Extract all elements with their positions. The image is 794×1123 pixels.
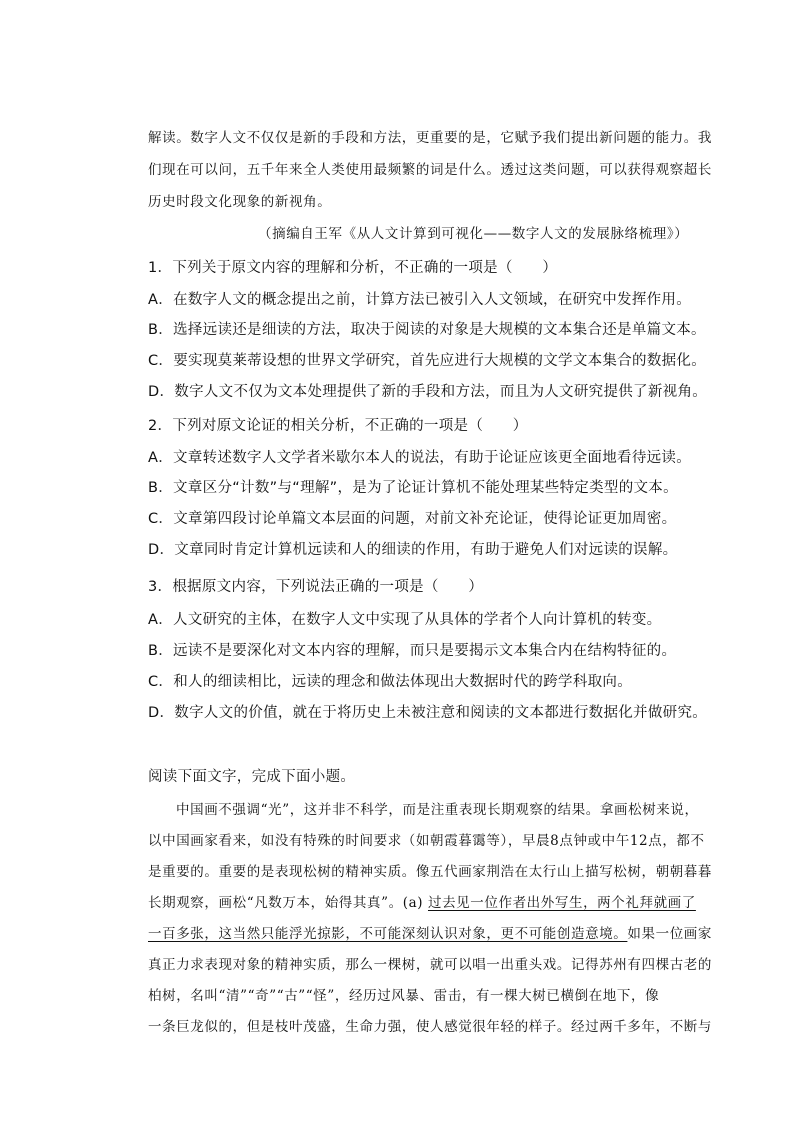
section2-line-6: 真正力求表现对象的精神实质，那么一棵树，就可以唱一出重头戏。记得苏州有四棵古老的	[148, 957, 712, 973]
question-2-stem: 2．下列对原文论证的相关分析，不正确的一项是（ ）	[148, 418, 528, 434]
question-1-option-d: D．数字人文不仅为文本处理提供了新的手段和方法，而且为人文研究提供了新视角。	[148, 384, 708, 400]
section2-line-2: 以中国画家看来，如没有特殊的时间要求（如朝霞暮霭等），早晨8点钟或中午12点，都不	[148, 833, 705, 849]
section2-instruction: 阅读下面文字，完成下面小题。	[148, 769, 356, 785]
passage1-line-3: 历史时段文化现象的新视角。	[148, 194, 332, 210]
question-1-stem: 1．下列关于原文内容的理解和分析，不正确的一项是（ ）	[148, 260, 558, 276]
underlined-sentence-a-part1: 过去见一位作者出外写生，两个礼拜就画了	[427, 895, 696, 911]
section2-line-4	[148, 891, 696, 911]
question-2-option-c: C．文章第四段讨论单篇文本层面的问题，对前文补充论证，使得论证更加周密。	[148, 511, 677, 527]
passage1-line-2: 们现在可以问，五千年来全人类使用最频繁的词是什么。透过这类问题，可以获得观察超长	[148, 162, 712, 178]
question-1-option-b: B．选择远读还是细读的方法，取决于阅读的对象是大规模的文本集合还是单篇文本。	[148, 322, 706, 338]
question-2-option-d: D．文章同时肯定计算机远读和人的细读的作用，有助于避免人们对远读的误解。	[148, 542, 678, 558]
section2-line-5	[148, 922, 712, 942]
question-1-option-a: A．在数字人文的概念提出之前，计算方法已被引入人文领域，在研究中发挥作用。	[148, 292, 692, 308]
underlined-sentence-a-part2: 一百多张，这当然只能浮光掠影，不可能深刻认识对象，更不可能创造意境。	[148, 926, 628, 942]
question-3-option-a: A．人文研究的主体，在数字人文中实现了从具体的学者个人向计算机的转变。	[148, 612, 662, 628]
passage1-source: （摘编自王军《从人文计算到可视化——数字人文的发展脉络梳理》）	[258, 226, 689, 242]
question-3-stem: 3．根据原文内容，下列说法正确的一项是（ ）	[148, 579, 484, 595]
section2-line-8: 一条巨龙似的，但是枝叶茂盛，生命力强，使人感觉很年轻的样子。经过两千多年，不断与	[148, 1019, 712, 1035]
passage1-line-1: 解读。数字人文不仅仅是新的手段和方法，更重要的是，它赋予我们提出新问题的能力。我	[148, 130, 712, 146]
section2-line-5-text: 如果一位画家	[627, 926, 713, 942]
section2-line-4-text: 长期观察，画松“凡数万本，始得其真”。(a)	[148, 895, 428, 911]
question-3-option-b: B．远读不是要深化对文本内容的理解，而只是要揭示文本集合内在结构特征的。	[148, 643, 677, 659]
question-3-option-d: D．数字人文的价值，就在于将历史上未被注意和阅读的文本都进行数据化并做研究。	[148, 705, 708, 721]
section2-line-1: 中国画不强调“光”，这并非不科学，而是注重表现长期观察的结果。拿画松树来说，	[176, 802, 699, 818]
question-2-option-a: A．文章转述数字人文学者米歇尔本人的说法，有助于论证应该更全面地看待远读。	[148, 450, 692, 466]
question-3-option-c: C．和人的细读相比，远读的理念和做法体现出大数据时代的跨学科取向。	[148, 674, 633, 690]
section2-line-3: 是重要的。重要的是表现松树的精神实质。像五代画家荆浩在太行山上描写松树，朝朝暮暮	[148, 864, 712, 880]
question-2-option-b: B．文章区分“计数”与“理解”，是为了论证计算机不能处理某些特定类型的文本。	[148, 480, 678, 496]
question-1-option-c: C．要实现莫莱蒂设想的世界文学研究，首先应进行大规模的文学文本集合的数据化。	[148, 353, 707, 369]
section2-line-7: 柏树，名叫“清”“奇”“古”“怪”，经历过风暴、雷击，有一棵大树已横倒在地下，像	[148, 988, 660, 1004]
